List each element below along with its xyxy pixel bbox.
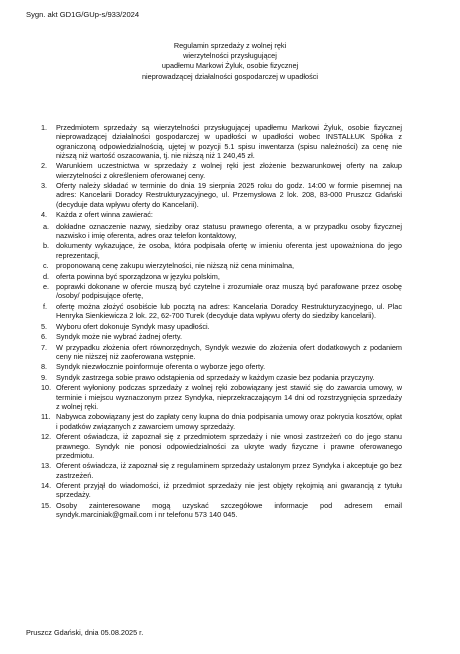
sub-item-letter: d.	[43, 271, 50, 281]
sub-item-letter: f.	[43, 301, 48, 311]
list-item	[41, 500, 402, 520]
list-item	[41, 342, 402, 362]
title-line: Regulamin sprzedaży z wolnej ręki	[173, 41, 287, 50]
item-number: 15.	[41, 500, 52, 510]
item-number: 2.	[41, 161, 48, 171]
item-text: Oferent przyjął do wiadomości, iż przedmiot sprzedaży nie jest objęty rękojmią ani gwarancją z tytułu sprzedaży.	[56, 481, 402, 500]
item-text: Oferent wyłoniony podczas sprzedaży z wolnej ręki zobowiązany jest stawić się do zawarcia umowy, w terminie i miejscu wyznaczonym przez Syndyka, nieprzekraczającym 14 dni od rozstrzygnięcia sprzedaży z wolnej ręki.	[56, 383, 402, 411]
list-item	[41, 432, 402, 460]
sub-item-text: poprawki dokonane w ofercie muszą być czytelne i zrozumiałe oraz muszą być parafowane przez osobę /osoby/ podpisujące ofertę,	[56, 282, 402, 301]
title-line: wierzytelności przysługującej	[183, 51, 277, 61]
item-number: 3.	[41, 181, 48, 191]
case-signature: Sygn. akt GD1G/GUp-s/933/2024	[26, 10, 140, 19]
item-number: 9.	[41, 372, 48, 382]
list-item	[41, 412, 402, 431]
place-and-date: Pruszcz Gdański, dnia 05.08.2025 r.	[26, 628, 144, 637]
sub-list-item	[43, 271, 402, 281]
list-item	[41, 321, 402, 331]
item-number: 5.	[41, 321, 48, 331]
list-item	[41, 123, 402, 160]
title-line: nieprowadzącej działalności gospodarczej w upadłości	[141, 71, 319, 81]
list-item	[41, 362, 402, 372]
item-text: Syndyk niezwłocznie poinformuje oferenta o wyborze jego oferty.	[56, 362, 266, 372]
list-item	[41, 481, 402, 500]
item-text: Oferent oświadcza, iż zapoznał się z regulaminem sprzedaży ustalonym przez Syndyka i akceptuje go bez zastrzeżeń.	[56, 461, 402, 480]
item-text: Syndyk może nie wybrać żadnej oferty.	[56, 332, 182, 342]
item-number: 6.	[41, 332, 48, 342]
item-text: Oferty należy składać w terminie do dnia 19 sierpnia 2025 roku do godz. 14:00 w formie pisemnej na adres: Kancelarii Doradcy Restrukturyzacyjnego, ul. Przemysłowa 2 lok. 208, 83-000 Pruszcz Gdański (decyduje data wpływu oferty do Kancelarii).	[56, 181, 402, 209]
sub-item-letter: b.	[43, 241, 50, 251]
item-number: 8.	[41, 362, 48, 372]
item-number: 14.	[41, 481, 52, 491]
item-number: 4.	[41, 210, 48, 220]
item-text: Syndyk zastrzega sobie prawo odstąpienia od sprzedaży w każdym czasie bez podania przyczyny.	[56, 372, 375, 382]
sub-list-item	[43, 282, 402, 301]
item-text: Każda z ofert winna zawierać:	[56, 210, 153, 220]
regulation-list	[41, 123, 402, 521]
sub-list-item	[43, 261, 402, 271]
list-item	[41, 161, 402, 180]
item-text: W przypadku złożenia ofert równorzędnych, Syndyk wezwie do złożenia ofert dodatkowych z podaniem ceny nie niższej niż zaoferowana wstępnie.	[56, 342, 402, 361]
list-item	[41, 181, 402, 209]
sub-item-text: proponowaną cenę zakupu wierzytelności, nie niższą niż cena minimalna,	[56, 261, 295, 271]
sub-list-item	[43, 301, 402, 321]
item-number: 10.	[41, 383, 52, 393]
item-text: Nabywca zobowiązany jest do zapłaty ceny kupna do dnia podpisania umowy oraz pokrycia kosztów, opłat i podatków związanych z zawarciem umowy sprzedaży.	[56, 412, 402, 431]
sub-list-item	[43, 241, 402, 260]
offer-requirements-list	[43, 221, 402, 321]
list-item	[41, 210, 402, 321]
item-number: 12.	[41, 432, 52, 442]
sub-item-letter: a.	[43, 221, 50, 231]
sub-item-letter: c.	[43, 261, 49, 271]
sub-item-text: dokładne oznaczenie nazwy, siedziby oraz statusu prawnego oferenta, a w przypadku osoby fizycznej nazwisko i imię oferenta, adres oraz telefon kontaktowy,	[56, 221, 402, 240]
item-text: Przedmiotem sprzedaży są wierzytelności przysługującej upadłemu Markowi Żyluk, osobie fizycznej nieprowadzącej działalności gospodarczej w upadłości w upadłości wobec INSTALŁUK Spółka z ograniczoną odpowiedzialnością, ujętej w pozycji 5.1 spisu inwentarza (spisu należności) za cenę nie niższą niż wartość oszacowania, tj. nie niższą niż 1 240,45 zł.	[56, 123, 402, 160]
sub-item-letter: e.	[43, 282, 50, 292]
item-text: Oferent oświadcza, iż zapoznał się z przedmiotem sprzedaży i nie wnosi zastrzeżeń co do jego stanu prawnego. Syndyk nie ponosi odpowiedzialności za ukryte wady fizyczne i prawne oferowanego przedmiotu.	[56, 432, 402, 460]
title-line: upadłemu Markowi Żyluk, osobie fizycznej	[161, 61, 299, 71]
item-number: 1.	[41, 123, 48, 132]
list-item	[41, 461, 402, 480]
list-item	[41, 332, 402, 342]
document-title	[0, 41, 460, 82]
item-text: Warunkiem uczestnictwa w sprzedaży z wolnej ręki jest złożenie bezwarunkowej oferty na zakup wierzytelności z określeniem oferowanej ceny.	[56, 161, 402, 180]
sub-item-text: oferta powinna być sporządzona w języku polskim,	[56, 271, 220, 281]
sub-item-text: dokumenty wykazujące, że osoba, która podpisała ofertę w imieniu oferenta jest upoważniona do jego reprezentacji,	[56, 241, 402, 260]
item-text: Osoby zainteresowane mogą uzyskać szczegółowe informacje pod adresem email syndyk.marciniak@gmail.com i nr telefonu 573 140 045.	[56, 500, 402, 520]
list-item	[41, 383, 402, 411]
item-text: Wyboru ofert dokonuje Syndyk masy upadłości.	[56, 321, 210, 331]
sub-item-text: ofertę można złożyć osobiście lub pocztą na adres: Kancelaria Doradcy Restrukturyzacyjnego, ul. Plac Henryka Sienkiewicza 2 lok. 22, 62-700 Turek (decyduje data wpływu oferty do siedziby kancelarii).	[56, 301, 402, 321]
sub-list-item	[43, 221, 402, 241]
list-item	[41, 372, 402, 382]
item-number: 11.	[41, 412, 51, 422]
item-number: 13.	[41, 461, 52, 471]
item-number: 7.	[41, 342, 48, 352]
